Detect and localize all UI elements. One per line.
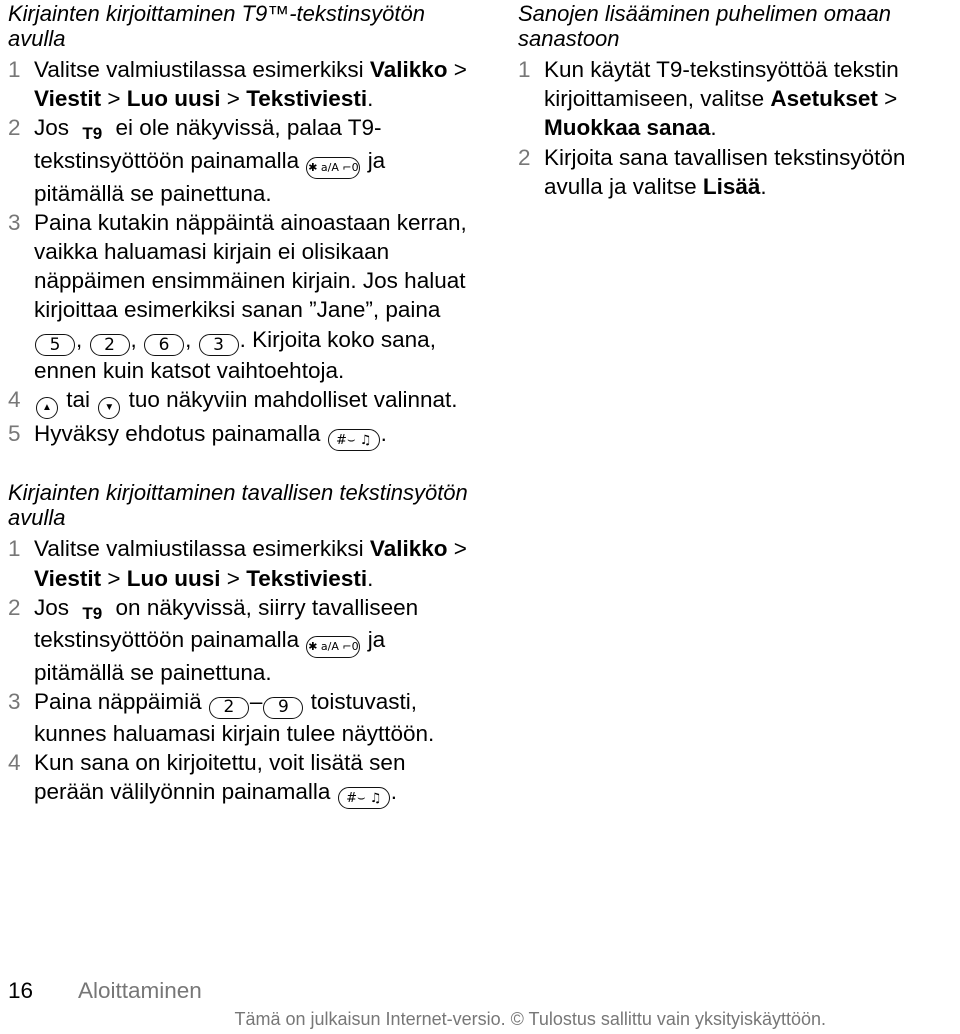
step-text-part: ja pitämällä se painettuna. <box>34 148 386 206</box>
list-item <box>518 55 958 143</box>
list-item <box>8 419 468 452</box>
steps-list <box>518 55 958 201</box>
step-text-part: ja pitämällä se painettuna. <box>34 627 386 685</box>
menu-path-item: Valikko <box>369 536 448 562</box>
punctuation: . <box>710 115 717 141</box>
separator: > <box>101 86 127 112</box>
step-text-part: Jos <box>34 594 70 620</box>
section-name: Aloittaminen <box>78 978 202 1003</box>
punctuation: . <box>367 86 374 112</box>
step-text-part: Paina näppäimiä <box>34 689 202 715</box>
nav-down-icon: ▼ <box>98 397 120 419</box>
list-item <box>8 593 468 687</box>
key-9-icon: 9 <box>263 697 303 719</box>
menu-path-item: Viestit <box>34 86 102 112</box>
step-text <box>34 419 468 452</box>
step-number: 1 <box>8 536 21 562</box>
step-text-part: toistuvasti, kunnes haluamasi kirjain tulee näyttöön. <box>34 689 435 746</box>
page-footer <box>8 978 202 1004</box>
step-text-part: ei ole näkyvissä, palaa T9-tekstinsyöttöön painamalla <box>34 115 382 173</box>
step-text-part: Kirjoita sana tavallisen tekstinsyötön avulla ja valitse <box>544 144 906 199</box>
step-number: 4 <box>8 387 21 413</box>
punctuation: . <box>390 778 397 804</box>
step-number: 2 <box>8 594 21 620</box>
list-item <box>8 687 468 748</box>
menu-path-item: Luo uusi <box>126 86 221 112</box>
step-text <box>34 534 468 592</box>
left-column <box>8 0 468 809</box>
section-title-normal: Kirjainten kirjoittaminen tavallisen tekstinsyötön avulla <box>8 480 468 531</box>
punctuation: . <box>760 173 767 199</box>
list-item <box>8 55 468 113</box>
star-key-icon: ✱ a/A ⌐0 <box>306 636 360 658</box>
step-text-part: tai <box>66 387 91 413</box>
punctuation: . <box>380 420 387 446</box>
step-text-part: tuo näkyviin mahdolliset valinnat. <box>128 387 458 413</box>
step-text <box>34 748 468 810</box>
section-title-add-words: Sanojen lisääminen puhelimen omaan sanastoon <box>518 1 892 51</box>
right-column <box>518 0 958 201</box>
t9-icon: T9 <box>82 603 103 623</box>
separator: > <box>877 86 898 112</box>
section-title-t9: Kirjainten kirjoittaminen T9™-tekstinsyötön avulla <box>8 1 425 51</box>
steps-list <box>8 55 468 451</box>
separator: > <box>101 565 127 591</box>
list-item <box>8 385 468 419</box>
step-text <box>34 208 468 386</box>
punctuation: , <box>76 326 83 352</box>
step-text-part: . Kirjoita koko sana, ennen kuin katsot vaihtoehtoja. <box>34 326 436 384</box>
section-normal-input <box>8 479 468 809</box>
step-text-part: Kun sana on kirjoitettu, voit lisätä sen perään välilyönnin painamalla <box>34 749 406 804</box>
step-text-part: on näkyvissä, siirry tavalliseen tekstinsyöttöön painamalla <box>34 594 419 653</box>
separator: > <box>447 57 467 82</box>
step-text <box>34 55 468 113</box>
step-text <box>34 593 468 687</box>
steps-list <box>8 534 468 809</box>
key-2-icon: 2 <box>209 697 249 719</box>
step-number: 4 <box>8 749 21 775</box>
step-text-part: Paina kutakin näppäintä ainoastaan kerran, vaikka haluamasi kirjain ei olisikaan näppäimen ensimmäinen kirjain. Jos haluat kirjoittaa esimerkiksi sanan ”Jane”, paina <box>34 209 467 323</box>
menu-path-item: Viestit <box>34 565 102 591</box>
punctuation: . <box>367 565 374 591</box>
menu-path-item: Tekstiviesti <box>246 565 368 591</box>
key-3-icon: 3 <box>199 334 239 356</box>
step-number: 3 <box>8 689 21 715</box>
menu-path-item: Luo uusi <box>126 565 221 591</box>
separator: > <box>220 565 247 591</box>
menu-path-item: Muokkaa sanaa <box>544 115 711 141</box>
step-text <box>34 687 468 748</box>
list-item <box>8 534 468 592</box>
step-number: 3 <box>8 209 21 235</box>
step-text-part: Hyväksy ehdotus painamalla <box>34 420 321 446</box>
page-number: 16 <box>8 978 34 1003</box>
step-number: 1 <box>518 57 531 82</box>
step-text <box>34 385 468 419</box>
menu-path-item: Lisää <box>702 173 761 199</box>
key-5-icon: 5 <box>35 334 75 356</box>
separator: > <box>447 536 467 562</box>
menu-path-item: Valikko <box>369 57 448 82</box>
hash-key-icon: #⌣ ♫ <box>338 787 390 809</box>
punctuation: , <box>185 326 192 352</box>
step-text-part: Valitse valmiustilassa esimerkiksi <box>34 536 370 562</box>
step-text <box>544 55 958 143</box>
step-text-part: Valitse valmiustilassa esimerkiksi <box>34 57 370 82</box>
t9-icon: T9 <box>82 124 103 144</box>
step-number: 2 <box>518 144 531 170</box>
step-text <box>544 143 958 201</box>
step-number: 2 <box>8 115 21 141</box>
separator: > <box>220 86 247 112</box>
step-number: 5 <box>8 420 21 446</box>
nav-up-icon: ▲ <box>36 397 58 419</box>
section-add-words <box>518 0 958 201</box>
menu-path-item: Asetukset <box>770 86 878 112</box>
section-t9-input <box>8 0 468 451</box>
step-number: 1 <box>8 57 21 82</box>
step-text <box>34 113 468 207</box>
key-6-icon: 6 <box>144 334 184 356</box>
hash-key-icon: #⌣ ♫ <box>328 429 380 451</box>
step-text-part: Jos <box>34 115 70 141</box>
list-item <box>8 113 468 207</box>
list-item <box>518 143 958 201</box>
punctuation: , <box>130 326 137 352</box>
step-text-part: Kun käytät T9-tekstinsyöttöä tekstin kirjoittamiseen, valitse <box>544 57 899 112</box>
footer-note: Tämä on julkaisun Internet-versio. © Tulostus sallittu vain yksityiskäyttöön. <box>234 1009 826 1029</box>
menu-path-item: Tekstiviesti <box>246 86 368 112</box>
star-key-icon: ✱ a/A ⌐0 <box>306 157 360 179</box>
key-2-icon: 2 <box>90 334 130 356</box>
list-item <box>8 748 468 810</box>
range-dash: – <box>249 689 263 715</box>
list-item <box>8 208 468 386</box>
